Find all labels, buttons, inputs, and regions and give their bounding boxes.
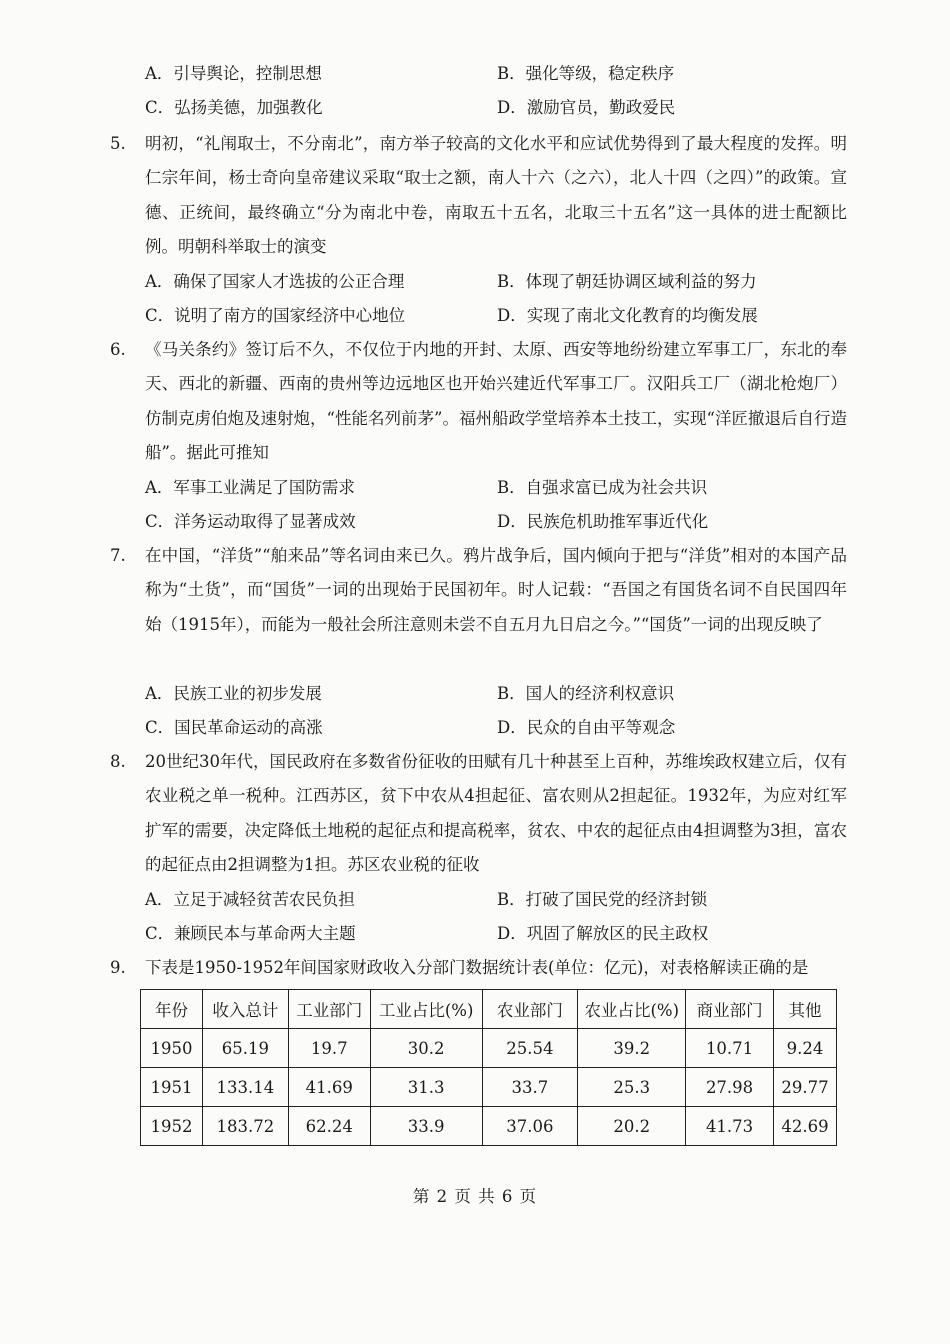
option-b: B．自强求富已成为社会共识: [497, 478, 708, 497]
option-b: B．体现了朝廷协调区域利益的努力: [497, 272, 757, 291]
table-cell: 183.72: [202, 1107, 288, 1146]
table-cell: 1950: [141, 1029, 203, 1068]
table-cell: 39.2: [578, 1029, 686, 1068]
table-row: [141, 1068, 837, 1107]
finance-revenue-table: [140, 989, 837, 1146]
table-cell: 37.06: [482, 1107, 578, 1146]
prev-question-options-row2: [145, 95, 865, 121]
option-b: B．打破了国民党的经济封锁: [497, 890, 708, 909]
table-cell: 9.24: [774, 1029, 837, 1068]
table-row: [141, 1107, 837, 1146]
table-header-cell: 工业占比(%): [370, 990, 482, 1029]
option-a: A．立足于减轻贫苦农民负担: [145, 890, 355, 909]
table-header-cell: 其他: [774, 990, 837, 1029]
table-header-row: [141, 990, 837, 1029]
table-cell: 133.14: [202, 1068, 288, 1107]
question-stem: 在中国，“洋货”“舶来品”等名词由来已久。鸦片战争后，国内倾向于把与“洋货”相对的本国产品称为“土货”，而“国货”一词的出现始于民国初年。时人记载：“吾国之有国货名词不自民国四年始（1915年），而能为一般社会所注意则未尝不自五月九日启之今。”“国货”一词的出现反映了: [145, 546, 847, 634]
table-header-cell: 年份: [141, 990, 203, 1029]
option-c: C．洋务运动取得了显著成效: [145, 511, 356, 531]
question-stem: 下表是1950-1952年间国家财政收入分部门数据统计表(单位：亿元)，对表格解读正确的是: [145, 958, 809, 977]
table-cell: 41.69: [288, 1068, 370, 1107]
option-b: B．强化等级，稳定秩序: [497, 64, 675, 83]
option-d: D．民族危机助推军事近代化: [497, 511, 709, 531]
table-header-cell: 商业部门: [686, 990, 774, 1029]
option-c: C．弘扬美德，加强教化: [145, 98, 323, 117]
table-cell: 27.98: [686, 1068, 774, 1107]
prev-question-options-row1: [145, 61, 865, 87]
option-b: B．国人的经济利权意识: [497, 684, 675, 703]
table-cell: 33.9: [370, 1107, 482, 1146]
table-cell: 10.71: [686, 1029, 774, 1068]
table-row: [141, 1029, 837, 1068]
table-cell: 1952: [141, 1107, 203, 1146]
table-cell: 25.3: [578, 1068, 686, 1107]
option-a: A．军事工业满足了国防需求: [145, 478, 355, 497]
question-stem: 《马关条约》签订后不久，不仅位于内地的开封、太原、西安等地纷纷建立军事工厂，东北的奉天、西北的新疆、西南的贵州等边远地区也开始兴建近代军事工厂。汉阳兵工厂（湖北枪炮厂）仿制克虏伯炮及速射炮，“性能名列前茅”。福州船政学堂培养本土技工，实现“洋匠撤退后自行造船”。据此可推知: [145, 340, 847, 462]
question-stem: 20世纪30年代，国民政府在多数省份征收的田赋有几十种甚至上百种，苏维埃政权建立后，仅有农业税之单一税种。江西苏区，贫下中农从4担起征、富农则从2担起征。1932年，为应对红军扩军的需要，决定降低土地税的起征点和提高税率，贫农、中农的起征点由4担调整为3担，富农的起征点由2担调整为1担。苏区农业税的征收: [145, 752, 847, 874]
table-cell: 30.2: [370, 1029, 482, 1068]
question-number: 8.: [110, 752, 126, 771]
table-cell: 65.19: [202, 1029, 288, 1068]
question-number: 7.: [110, 546, 126, 565]
table-cell: 41.73: [686, 1107, 774, 1146]
table-header-cell: 收入总计: [202, 990, 288, 1029]
table-header-cell: 农业部门: [482, 990, 578, 1029]
table-cell: 42.69: [774, 1107, 837, 1146]
table-header-cell: 工业部门: [288, 990, 370, 1029]
option-c: C．兼顾民本与革命两大主题: [145, 923, 356, 943]
question-options: [145, 265, 845, 332]
table-cell: 29.77: [774, 1068, 837, 1107]
question-options: [145, 471, 845, 538]
option-d: D．民众的自由平等观念: [497, 717, 676, 737]
page-footer: 第 2 页 共 6 页: [412, 1187, 538, 1206]
option-a: A．引导舆论，控制思想: [145, 64, 322, 83]
option-c: C．说明了南方的国家经济中心地位: [145, 305, 406, 325]
option-a: A．民族工业的初步发展: [145, 684, 322, 703]
option-d: D．激励官员，勤政爱民: [497, 98, 676, 117]
table-cell: 31.3: [370, 1068, 482, 1107]
question-options: [145, 883, 845, 950]
option-a: A．确保了国家人才选拔的公正合理: [145, 272, 405, 291]
option-d: D．实现了南北文化教育的均衡发展: [497, 305, 758, 325]
question-options: [145, 677, 845, 744]
option-d: D．巩固了解放区的民主政权: [497, 923, 709, 943]
table-cell: 1951: [141, 1068, 203, 1107]
table-cell: 20.2: [578, 1107, 686, 1146]
option-c: C．国民革命运动的高涨: [145, 717, 323, 737]
question-number: 6.: [110, 340, 126, 359]
table-cell: 62.24: [288, 1107, 370, 1146]
question-number: 5.: [110, 134, 126, 153]
table-header-cell: 农业占比(%): [578, 990, 686, 1029]
table-cell: 33.7: [482, 1068, 578, 1107]
table-cell: 19.7: [288, 1029, 370, 1068]
table-cell: 25.54: [482, 1029, 578, 1068]
question-stem: 明初，“礼闱取士，不分南北”，南方举子较高的文化水平和应试优势得到了最大程度的发挥。明仁宗年间，杨士奇向皇帝建议采取“取士之额，南人十六（之六），北人十四（之四）”的政策。宣德、正统间，最终确立“分为南北中卷，南取五十五名，北取三十五名”这一具体的进士配额比例。明朝科举取士的演变: [145, 134, 847, 256]
question-number: 9.: [110, 958, 126, 977]
